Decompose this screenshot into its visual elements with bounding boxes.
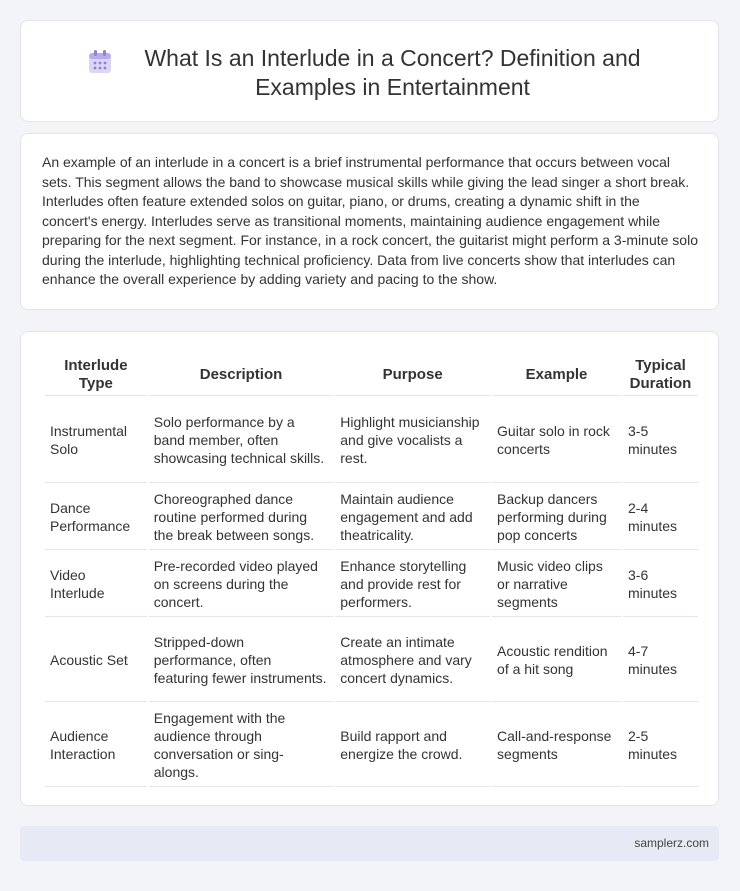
cell-description: Stripped-down performance, often featuring fewer instruments. <box>149 619 334 702</box>
cell-example: Guitar solo in rock concerts <box>492 398 621 483</box>
title-wrap <box>21 21 718 102</box>
cell-type: Video Interlude <box>45 552 147 617</box>
cell-type: Audience Interaction <box>45 704 147 787</box>
cell-duration: 2-5 minutes <box>623 704 698 787</box>
header-typical-duration: Typical Duration <box>623 354 698 396</box>
table-header-row <box>45 354 698 396</box>
cell-type: Acoustic Set <box>45 619 147 702</box>
cell-example: Music video clips or narrative segments <box>492 552 621 617</box>
intro-card <box>20 133 719 310</box>
cell-example: Call-and-response segments <box>492 704 621 787</box>
cell-duration: 4-7 minutes <box>623 619 698 702</box>
cell-purpose: Maintain audience engagement and add theatricality. <box>335 485 490 550</box>
cell-type: Instrumental Solo <box>45 398 147 483</box>
table-row <box>45 485 698 550</box>
cell-description: Pre-recorded video played on screens during the concert. <box>149 552 334 617</box>
table-row <box>45 704 698 787</box>
intro-paragraph: An example of an interlude in a concert is a brief instrumental performance that occurs between vocal sets. This segment allows the band to showcase musical skills while giving the lead singer a short break. Interludes often feature extended solos on guitar, piano, or drums, creating a dynamic shift in the concert's energy. Interludes serve as transitional moments, maintaining audience engagement while preparing for the next segment. For instance, in a rock concert, the guitarist might perform a 3-minute solo during the interlude, highlighting technical proficiency. Data from live concerts show that interludes can enhance the overall experience by adding variety and pacing to the show. <box>42 154 698 287</box>
cell-purpose: Create an intimate atmosphere and vary concert dynamics. <box>335 619 490 702</box>
interlude-table <box>43 352 700 789</box>
footer-site-link[interactable]: samplerz.com <box>634 836 709 850</box>
cell-description: Choreographed dance routine performed during the break between songs. <box>149 485 334 550</box>
calendar-icon <box>87 50 113 74</box>
cell-duration: 3-5 minutes <box>623 398 698 483</box>
title-card <box>20 20 719 122</box>
table-card <box>20 331 719 806</box>
table-row <box>45 398 698 483</box>
page-title: What Is an Interlude in a Concert? Definition and Examples in Entertainment <box>144 45 641 100</box>
cell-example: Backup dancers performing during pop concerts <box>492 485 621 550</box>
cell-type: Dance Performance <box>45 485 147 550</box>
cell-description: Solo performance by a band member, often showcasing technical skills. <box>149 398 334 483</box>
cell-duration: 3-6 minutes <box>623 552 698 617</box>
cell-purpose: Build rapport and energize the crowd. <box>335 704 490 787</box>
header-description: Description <box>149 354 334 396</box>
table-row <box>45 619 698 702</box>
cell-example: Acoustic rendition of a hit song <box>492 619 621 702</box>
table-row <box>45 552 698 617</box>
footer <box>20 826 719 861</box>
cell-description: Engagement with the audience through conversation or sing-alongs. <box>149 704 334 787</box>
header-interlude-type: Interlude Type <box>45 354 147 396</box>
cell-duration: 2-4 minutes <box>623 485 698 550</box>
cell-purpose: Highlight musicianship and give vocalists a rest. <box>335 398 490 483</box>
header-example: Example <box>492 354 621 396</box>
cell-purpose: Enhance storytelling and provide rest for performers. <box>335 552 490 617</box>
header-purpose: Purpose <box>335 354 490 396</box>
